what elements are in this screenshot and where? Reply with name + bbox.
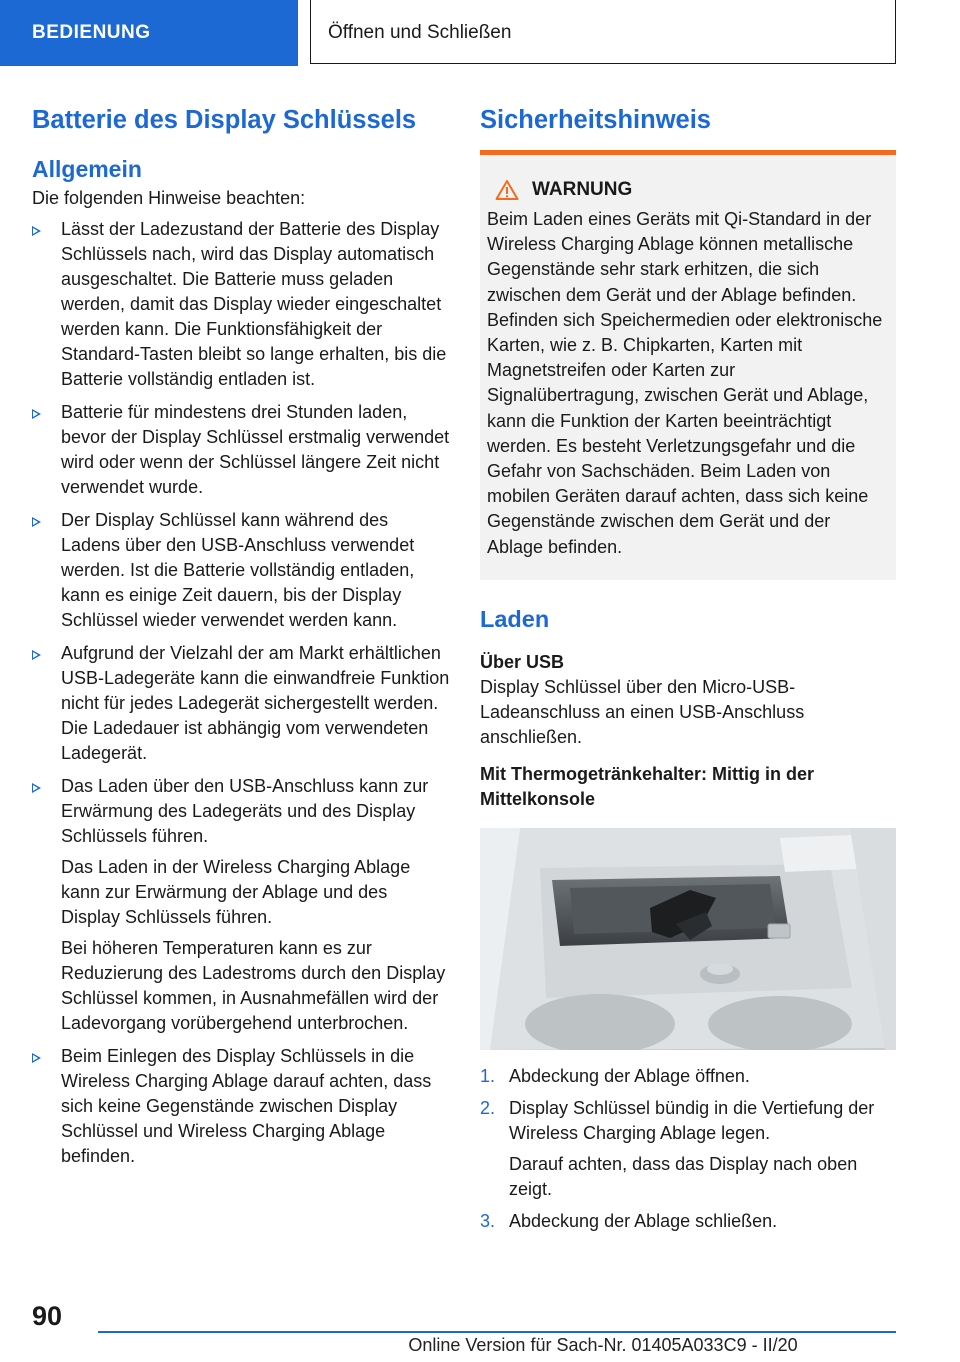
usb-text: Display Schlüssel über den Micro-USB-Ladeanschluss an einen USB-Anschluss anschließen. [480, 676, 805, 747]
triangle-bullet-icon [32, 1053, 41, 1063]
list-item: 2. Display Schlüssel bündig in die Vertiefung der Wireless Charging Ablage legen. Darauf achten, dass das Display nach oben zeigt. [480, 1098, 875, 1200]
triangle-bullet-icon [32, 783, 41, 793]
usb-title: Über USB [480, 651, 565, 672]
triangle-bullet-icon [32, 650, 41, 660]
intro-text: Die folgenden Hinweise beachten: [32, 188, 306, 208]
list-item: Aufgrund der Vielzahl der am Markt erhältlichen USB-Ladegeräte kann die einwandfreie Funktion nicht für jedes Ladegerät sichergestellt werden. Die Ladedauer ist abhängig vom verwendeten Ladegerät. [32, 641, 450, 766]
center-console-photo [480, 828, 896, 1050]
left-column [32, 100, 450, 1177]
triangle-bullet-icon [32, 409, 41, 419]
page-number: 90 [32, 1301, 63, 1331]
list-item: 3. Abdeckung der Ablage schließen. [480, 1211, 778, 1232]
section-label: BEDIENUNG [0, 0, 298, 66]
warning-triangle-icon [495, 179, 519, 201]
warning-box [480, 155, 896, 580]
step-list [480, 1064, 896, 1235]
chapter-title: Öffnen und Schließen [310, 0, 896, 64]
list-item: 1. Abdeckung der Ablage öffnen. [480, 1065, 750, 1086]
charging-heading: Laden [480, 605, 550, 632]
list-item: Das Laden über den USB-Anschluss kann zur Erwärmung des Ladegeräts und des Display Schlüssels führen. Das Laden in der Wireless Charging Ablage kann zur Erwärmung der Ablage und des Display Schlüssels führen. Bei höheren Temperaturen kann es zur Reduzierung des Ladestroms durch den Display Schlüssel kommen, in Ausnahmefällen wird der Ladevorgang vorübergehend unterbrochen. [32, 774, 450, 1036]
hint-list [32, 217, 450, 1169]
list-item: Batterie für mindestens drei Stunden laden, bevor der Display Schlüssel erstmalig verwendet wird oder wenn der Schlüssel längere Zeit nicht verwendet wurde. [32, 400, 450, 500]
list-item: Lässt der Ladezustand der Batterie des Display Schlüssels nach, wird das Display automatisch ausgeschaltet. Die Batterie muss geladen werden, damit das Display wieder eingeschaltet werden kann. Die Funktionsfähigkeit der Standard-Tasten bleibt so lange erhalten, bis die Batterie vollständig entladen ist. [32, 217, 450, 392]
page-header [0, 0, 960, 66]
subsection-title: Allgemein [32, 156, 142, 182]
triangle-bullet-icon [32, 517, 41, 527]
triangle-bullet-icon [32, 226, 41, 236]
thermo-title: Mit Thermogetränkehalter: Mittig in der Mittelkonsole [480, 763, 815, 809]
list-item: Beim Einlegen des Display Schlüssels in die Wireless Charging Ablage darauf achten, dass sich keine Gegenstände zwischen Display Schlüssel und Wireless Charging Ablage befinden. [32, 1044, 450, 1169]
list-item: Der Display Schlüssel kann während des Ladens über den USB-Anschluss verwendet werden. Ist die Batterie vollständig entladen, kann es einige Zeit dauern, bis der Display Schlüssel wieder verwendet werden kann. [32, 508, 450, 633]
footer-version-text: Online Version für Sach-Nr. 01405A033C9 - II/20 [408, 1335, 798, 1355]
right-column [480, 100, 896, 1242]
warning-label: WARNUNG [532, 179, 633, 200]
warning-text: Beim Laden eines Geräts mit Qi-Standard in der Wireless Charging Ablage können metallische Gegenstände sehr stark erhitzen, die sich zwischen dem Gerät und der Ablage befinden. Befinden sich Speichermedien oder elektronische Karten, wie z. B. Chipkarten, Karten mit Magnetstreifen oder Karten zur Signalübertragung, zwischen Gerät und Ablage, kann die Funktion der Karten beeinträchtigt werden. Es besteht Verletzungsgefahr und die Gefahr von Sachschäden. Beim Laden von mobilen Geräten darauf achten, dass sich keine Gegenstände zwischen dem Gerät und der Ablage befinden. [487, 209, 883, 557]
safety-title: Sicherheitshinweis [480, 106, 711, 134]
section-title: Batterie des Display Schlüssels [32, 106, 417, 134]
